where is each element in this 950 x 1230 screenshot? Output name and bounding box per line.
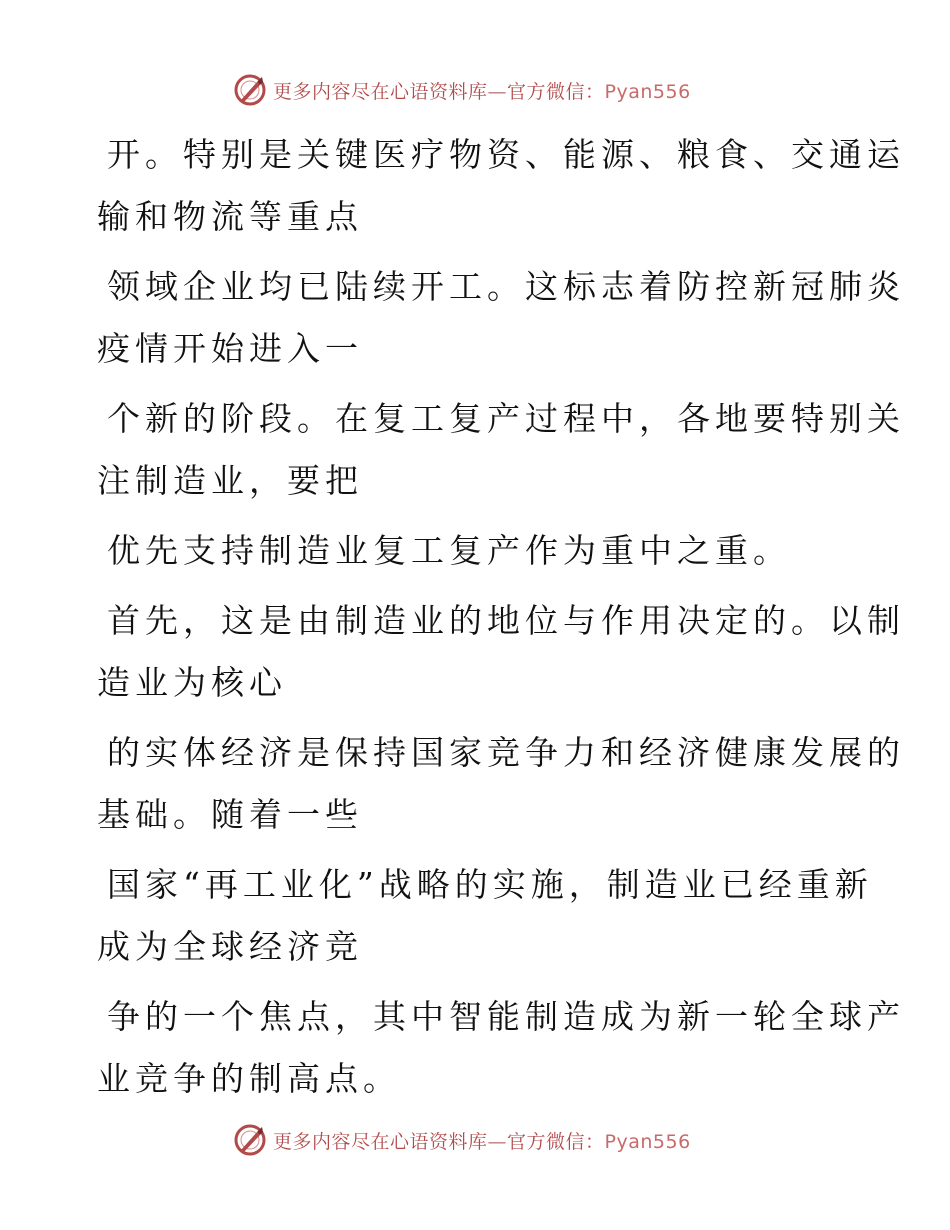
watermark-main: 更多内容尽在心语资料库: [273, 80, 488, 103]
text-line: 国家“再工业化”战略的实施，制造业已经重新: [107, 865, 873, 904]
text-line: 业竞争的制高点。: [97, 1059, 401, 1098]
watermark-main: 更多内容尽在心语资料库: [273, 1130, 488, 1153]
watermark-id: Pyan556: [604, 1130, 691, 1153]
watermark-suffix: 官方微信：: [507, 80, 605, 103]
quill-pen-seal-icon: [233, 1123, 267, 1157]
paragraph: [97, 388, 905, 512]
paragraph: [97, 986, 905, 1110]
text-line: 的实体经济是保持国家竞争力和经济健康发展的: [107, 733, 905, 772]
watermark-text: [273, 77, 691, 104]
paragraph: [97, 854, 873, 978]
text-line: 输和物流等重点: [97, 197, 363, 236]
text-line: 优先支持制造业复工复产作为重中之重。: [107, 531, 791, 570]
text-line: 注制造业，要把: [97, 461, 363, 500]
paragraph: [97, 256, 905, 380]
paragraph: [97, 590, 905, 714]
text-line: 基础。随着一些: [97, 795, 363, 834]
text-line: 开。特别是关键医疗物资、能源、粮食、交通运: [107, 135, 905, 174]
text-line: 领域企业均已陆续开工。这标志着防控新冠肺炎: [107, 267, 905, 306]
text-line: 疫情开始进入一: [97, 329, 363, 368]
text-line: 造业为核心: [97, 663, 287, 702]
text-line: 个新的阶段。在复工复产过程中，各地要特别关: [107, 399, 905, 438]
header-watermark: [233, 72, 691, 108]
text-line: 首先，这是由制造业的地位与作用决定的。以制: [107, 601, 905, 640]
watermark-suffix: 官方微信：: [507, 1130, 605, 1153]
body-text: [97, 124, 905, 1118]
text-line: 争的一个焦点，其中智能制造成为新一轮全球产: [107, 997, 905, 1036]
footer-watermark: [233, 1122, 691, 1158]
watermark-id: Pyan556: [604, 80, 691, 103]
quill-pen-seal-icon: [233, 73, 267, 107]
watermark-separator: —: [487, 80, 508, 103]
paragraph: [97, 722, 905, 846]
paragraph: [97, 520, 837, 582]
watermark-text: [273, 1127, 691, 1154]
watermark-separator: —: [487, 1130, 508, 1153]
paragraph: [97, 124, 905, 248]
text-line: 成为全球经济竞: [97, 927, 363, 966]
